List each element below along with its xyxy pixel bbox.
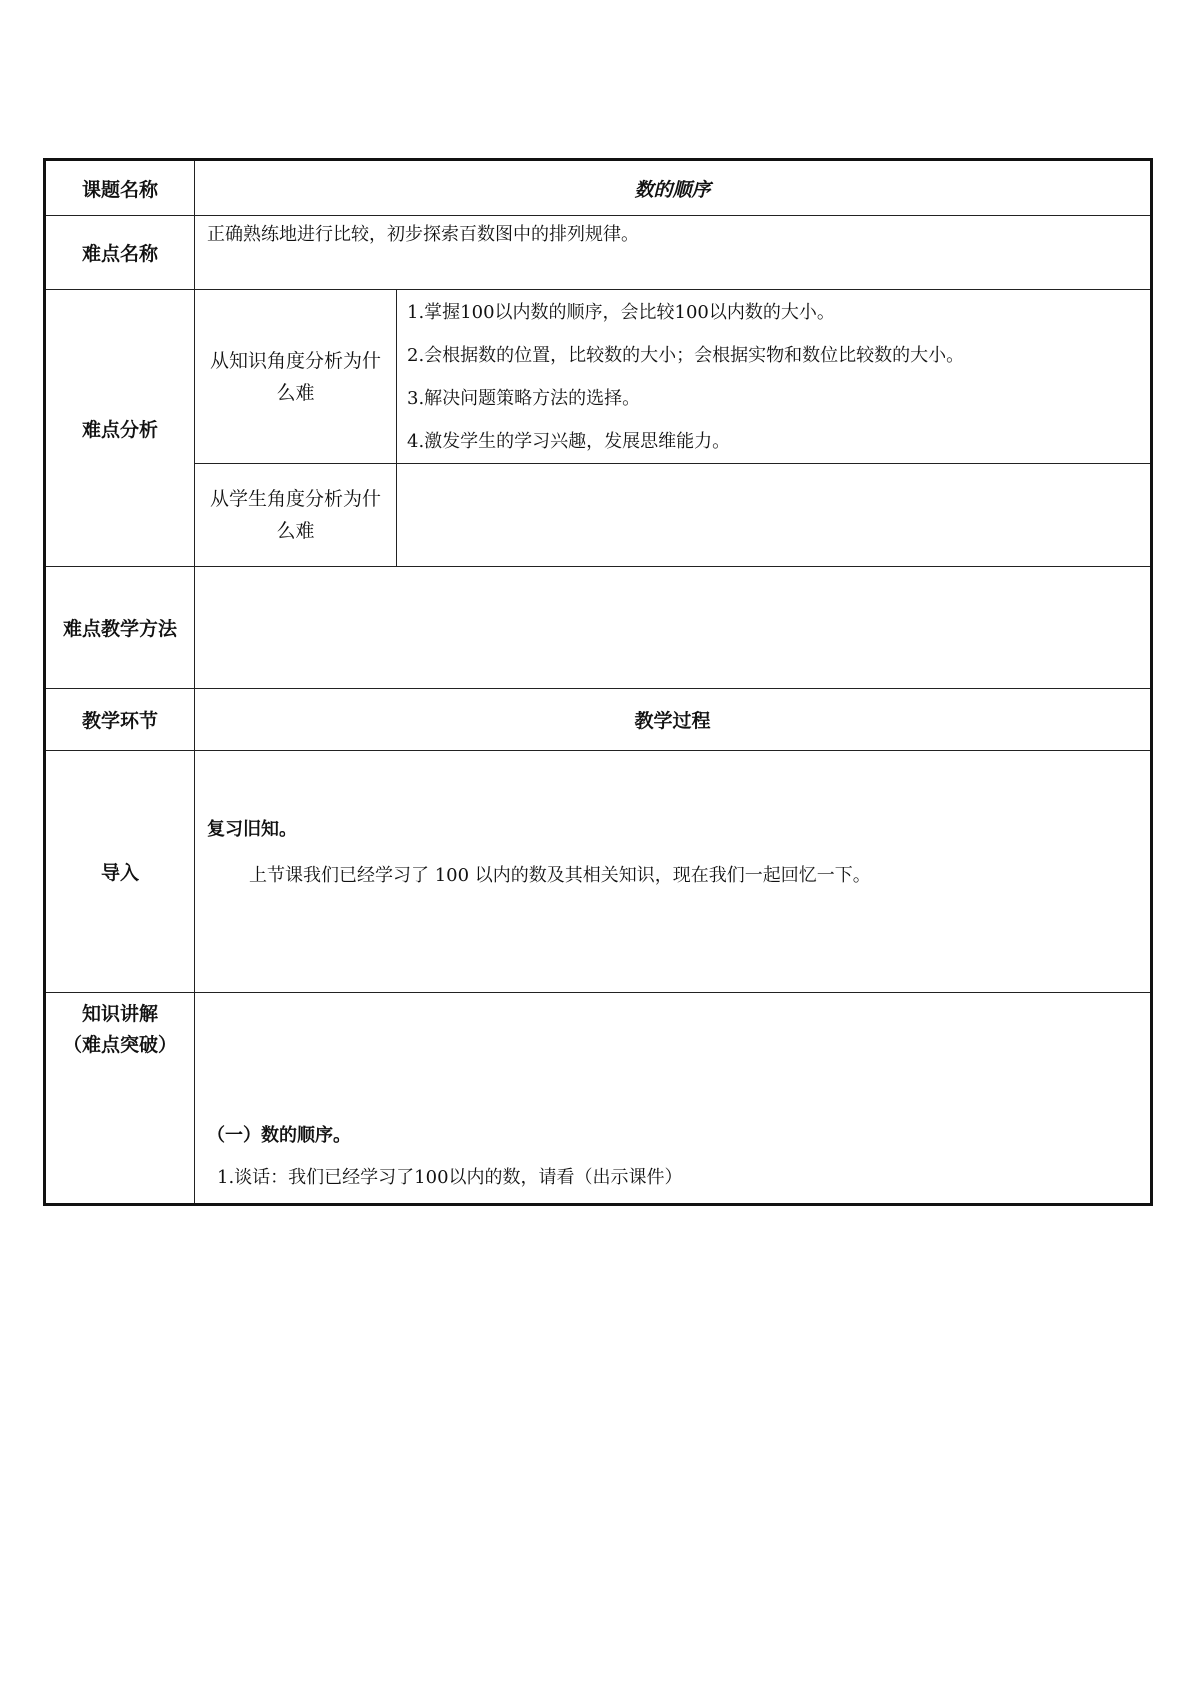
explain-content — [195, 993, 1152, 1205]
difficulty-label: 难点名称 — [45, 216, 195, 290]
explain-label-line1: 知识讲解 — [81, 1003, 158, 1025]
process-header: 教学过程 — [195, 689, 1152, 751]
topic-row — [45, 160, 1152, 216]
method-label: 难点教学方法 — [45, 567, 195, 689]
explain-label — [45, 993, 195, 1205]
process-header-row — [45, 689, 1152, 751]
analysis-knowledge-row — [45, 290, 1152, 464]
knowledge-point: 3.解决问题策略方法的选择。 — [407, 388, 641, 409]
method-row — [45, 567, 1152, 689]
knowledge-points — [397, 290, 1152, 464]
lesson-plan-table — [43, 158, 1153, 1206]
intro-content — [195, 751, 1152, 993]
explain-item: 1.谈话：我们已经学习了100以内的数，请看（出示课件） — [217, 1167, 683, 1188]
intro-heading: 复习旧知。 — [207, 819, 297, 840]
intro-text: 上节课我们已经学习了 100 以内的数及其相关知识，现在我们一起回忆一下。 — [249, 865, 871, 886]
explain-heading: （一）数的顺序。 — [207, 1125, 351, 1146]
topic-label: 课题名称 — [45, 160, 195, 216]
intro-row — [45, 751, 1152, 993]
explain-label-line2: （难点突破） — [62, 1034, 177, 1056]
difficulty-value: 正确熟练地进行比较，初步探索百数图中的排列规律。 — [195, 216, 1152, 290]
student-angle-value — [397, 464, 1152, 567]
knowledge-point: 1.掌握100以内数的顺序，会比较100以内数的大小。 — [407, 302, 835, 323]
knowledge-point: 2.会根据数的位置，比较数的大小；会根据实物和数位比较数的大小。 — [407, 345, 965, 366]
analysis-student-row — [45, 464, 1152, 567]
analysis-label: 难点分析 — [45, 290, 195, 567]
knowledge-angle-label: 从知识角度分析为什么难 — [195, 290, 397, 464]
explain-row — [45, 993, 1152, 1205]
lesson-plan-sheet — [43, 158, 1150, 1206]
topic-value: 数的顺序 — [195, 160, 1152, 216]
stage-header: 教学环节 — [45, 689, 195, 751]
method-value — [195, 567, 1152, 689]
student-angle-label: 从学生角度分析为什么难 — [195, 464, 397, 567]
difficulty-row — [45, 216, 1152, 290]
knowledge-point: 4.激发学生的学习兴趣，发展思维能力。 — [407, 431, 731, 452]
intro-label: 导入 — [45, 751, 195, 993]
